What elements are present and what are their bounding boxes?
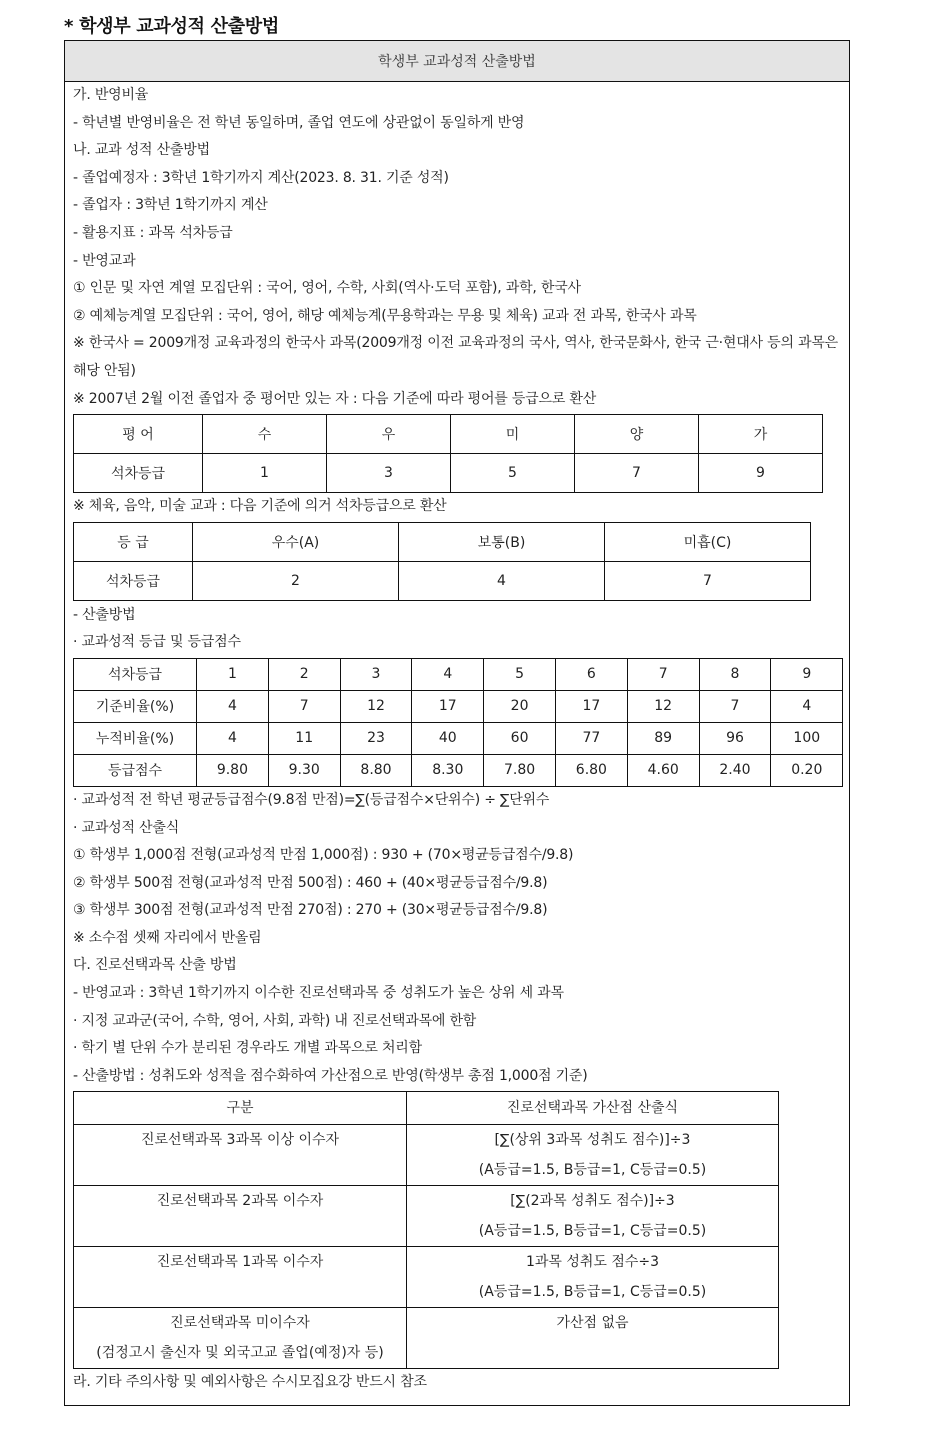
table-cell: 4 (399, 561, 605, 600)
table-cell: 8 (699, 658, 771, 690)
section-na-line: - 졸업예정자 : 3학년 1학기까지 계산(2023. 8. 31. 기준 성적) (73, 169, 449, 186)
table-cell: 60 (484, 722, 556, 754)
table-row (74, 1092, 779, 1125)
table-cell: 17 (555, 690, 627, 722)
table-cell: 4 (197, 722, 269, 754)
table-cell: 1 (197, 658, 269, 690)
table-cell: 4 (197, 690, 269, 722)
table-header-cell: 가 (699, 415, 823, 454)
section-da-line: - 산출방법 : 성취도와 성적을 점수화하여 가산점으로 반영(학생부 총점 1,000점 기준) (73, 1067, 588, 1084)
box-header: 학생부 교과성적 산출방법 (65, 41, 849, 82)
table-cell: 17 (412, 690, 484, 722)
table-cell: 3 (327, 454, 451, 493)
table-cell: 2.40 (699, 754, 771, 786)
box-content (65, 82, 849, 1397)
table-header-cell: 우수(A) (193, 522, 399, 561)
table-row-label: 석차등급 (74, 454, 203, 493)
table-cell: 5 (451, 454, 575, 493)
grade-score-table (73, 658, 843, 787)
evaluation-conversion-table (73, 414, 823, 493)
formula-text: [∑(2과목 성취도 점수)]÷3 (510, 1193, 675, 1210)
section-da-line: - 반영교과 : 3학년 1학기까지 이수한 진로선택과목 중 성취도가 높은 상위 세 과목 (73, 985, 564, 1002)
formula-note: (A등급=1.5, B등급=1, C등급=0.5) (478, 1223, 707, 1240)
table-cell: 5 (484, 658, 556, 690)
table-row-label (74, 1186, 407, 1247)
table-header-cell: 수 (203, 415, 327, 454)
table-header-cell: 구분 (74, 1092, 407, 1125)
table-row (74, 1125, 779, 1186)
row-label-text: 진로선택과목 미이수자 (170, 1315, 310, 1332)
table-row (74, 454, 823, 493)
table-cell: 20 (484, 690, 556, 722)
formula-text: 가산점 없음 (556, 1315, 629, 1332)
table-cell: 3 (340, 658, 412, 690)
table-row (74, 1308, 779, 1369)
table-row (74, 522, 811, 561)
table-header-cell: 양 (575, 415, 699, 454)
section-ra-title: 라. 기타 주의사항 및 예외사항은 수시모집요강 반드시 참조 (73, 1374, 427, 1391)
table-cell: 100 (771, 722, 843, 754)
table-cell: 7 (699, 690, 771, 722)
table-cell (407, 1186, 779, 1247)
section-na-line: - 활용지표 : 과목 석차등급 (73, 224, 233, 241)
section-na-title: 나. 교과 성적 산출방법 (73, 142, 210, 159)
table-row-label (74, 1308, 407, 1369)
table-cell: 40 (412, 722, 484, 754)
table-row-label: 석차등급 (74, 658, 197, 690)
table-cell: 7.80 (484, 754, 556, 786)
table-cell (407, 1247, 779, 1308)
table-row-label: 석차등급 (74, 561, 193, 600)
table-row (74, 1247, 779, 1308)
section-ga-title: 가. 반영비율 (73, 87, 149, 103)
table-row-label: 누적비율(%) (74, 722, 197, 754)
formula-note: (A등급=1.5, B등급=1, C등급=0.5) (478, 1284, 707, 1301)
formula-500: ② 학생부 500점 전형(교과성적 만점 500점) : 460 + (40×평균등급점수/9.8) (73, 874, 548, 891)
table-row-label: 등급점수 (74, 754, 197, 786)
table-row (74, 690, 843, 722)
table-row (74, 658, 843, 690)
table-cell: 7 (268, 690, 340, 722)
section-na-line: - 졸업자 : 3학년 1학기까지 계산 (73, 197, 268, 214)
rounding-note: ※ 소수점 셋째 자리에서 반올림 (73, 929, 262, 946)
table-cell: 6 (555, 658, 627, 690)
row-label-text: 진로선택과목 3과목 이상 이수자 (140, 1132, 340, 1149)
table-row (74, 561, 811, 600)
grade-score-title: · 교과성적 등급 및 등급점수 (73, 634, 241, 651)
table-cell (407, 1308, 779, 1369)
arts-note: ※ 체육, 음악, 미술 교과 : 다음 기준에 의거 석차등급으로 환산 (73, 498, 447, 515)
korean-history-note: ※ 한국사 = 2009개정 교육과정의 한국사 과목(2009개정 이전 교육과정의 국사, 역사, 한국문화사, 한국 근·현대사 등의 과목은 해당 안됨) (73, 335, 838, 379)
calc-formula-title: · 교과성적 산출식 (73, 819, 180, 836)
section-ga-line: - 학년별 반영비율은 전 학년 동일하며, 졸업 연도에 상관없이 동일하게 반영 (73, 114, 525, 131)
formula-300: ③ 학생부 300점 전형(교과성적 만점 270점) : 270 + (30×평균등급점수/9.8) (73, 902, 548, 919)
row-label-text: 진로선택과목 1과목 이수자 (156, 1254, 324, 1271)
section-da-line: · 지정 교과군(국어, 수학, 영어, 사회, 과학) 내 진로선택과목에 한함 (73, 1012, 477, 1029)
table-cell: 12 (340, 690, 412, 722)
table-cell: 0.20 (771, 754, 843, 786)
table-cell: 6.80 (555, 754, 627, 786)
table-row (74, 722, 843, 754)
table-cell: 23 (340, 722, 412, 754)
table-cell: 9 (771, 658, 843, 690)
calc-method-title: - 산출방법 (73, 606, 136, 623)
table-cell: 9.30 (268, 754, 340, 786)
page-heading: * 학생부 교과성적 산출방법 (64, 16, 279, 37)
table-header-cell: 미흡(C) (605, 522, 811, 561)
table-cell: 96 (699, 722, 771, 754)
table-row (74, 415, 823, 454)
row-label-text: 진로선택과목 2과목 이수자 (156, 1193, 324, 1210)
table-cell: 4 (771, 690, 843, 722)
arts-conversion-table (73, 522, 811, 601)
section-na-line: ② 예체능계열 모집단위 : 국어, 영어, 해당 예체능계(무용학과는 무용 및 체육) 교과 전 과목, 한국사 과목 (73, 307, 697, 324)
table-header-cell: 진로선택과목 가산점 산출식 (407, 1092, 779, 1125)
formula-text: [∑(상위 3과목 성취도 점수)]÷3 (494, 1132, 691, 1149)
table-cell: 2 (268, 658, 340, 690)
table-row-label (74, 1125, 407, 1186)
table-cell: 12 (627, 690, 699, 722)
table-header-cell: 우 (327, 415, 451, 454)
row-label-subtext: (검정고시 출신자 및 외국고교 졸업(예정)자 등) (96, 1345, 384, 1362)
table-row-label (74, 1247, 407, 1308)
section-na-line: - 반영교과 (73, 252, 136, 269)
table-cell: 7 (575, 454, 699, 493)
table-header-cell: 미 (451, 415, 575, 454)
table-cell: 8.80 (340, 754, 412, 786)
table-cell: 77 (555, 722, 627, 754)
section-na-line: ① 인문 및 자연 계열 모집단위 : 국어, 영어, 수학, 사회(역사·도덕 포함), 과학, 한국사 (73, 280, 581, 297)
pre-2007-note: ※ 2007년 2월 이전 졸업자 중 평어만 있는 자 : 다음 기준에 따라 평어를 등급으로 환산 (73, 390, 597, 407)
table-cell: 8.30 (412, 754, 484, 786)
table-header-cell: 평 어 (74, 415, 203, 454)
table-row (74, 1186, 779, 1247)
table-cell: 1 (203, 454, 327, 493)
content-box (64, 40, 850, 1406)
table-header-cell: 등 급 (74, 522, 193, 561)
formula-text: 1과목 성취도 점수÷3 (525, 1254, 660, 1271)
formula-1000: ① 학생부 1,000점 전형(교과성적 만점 1,000점) : 930 + (70×평균등급점수/9.8) (73, 847, 574, 864)
table-cell: 2 (193, 561, 399, 600)
table-cell: 4 (412, 658, 484, 690)
career-elective-table (73, 1091, 779, 1369)
table-cell (407, 1125, 779, 1186)
table-row (74, 754, 843, 786)
table-row-label: 기준비율(%) (74, 690, 197, 722)
table-cell: 89 (627, 722, 699, 754)
section-da-line: · 학기 별 단위 수가 분리된 경우라도 개별 과목으로 처리함 (73, 1040, 422, 1057)
table-cell: 7 (627, 658, 699, 690)
table-header-cell: 보통(B) (399, 522, 605, 561)
table-cell: 4.60 (627, 754, 699, 786)
average-formula: · 교과성적 전 학년 평균등급점수(9.8점 만점)=∑(등급점수×단위수) ÷ ∑단위수 (73, 791, 550, 808)
table-cell: 7 (605, 561, 811, 600)
table-cell: 11 (268, 722, 340, 754)
table-cell: 9.80 (197, 754, 269, 786)
section-da-title: 다. 진로선택과목 산출 방법 (73, 957, 237, 974)
formula-note: (A등급=1.5, B등급=1, C등급=0.5) (478, 1162, 707, 1179)
table-cell: 9 (699, 454, 823, 493)
